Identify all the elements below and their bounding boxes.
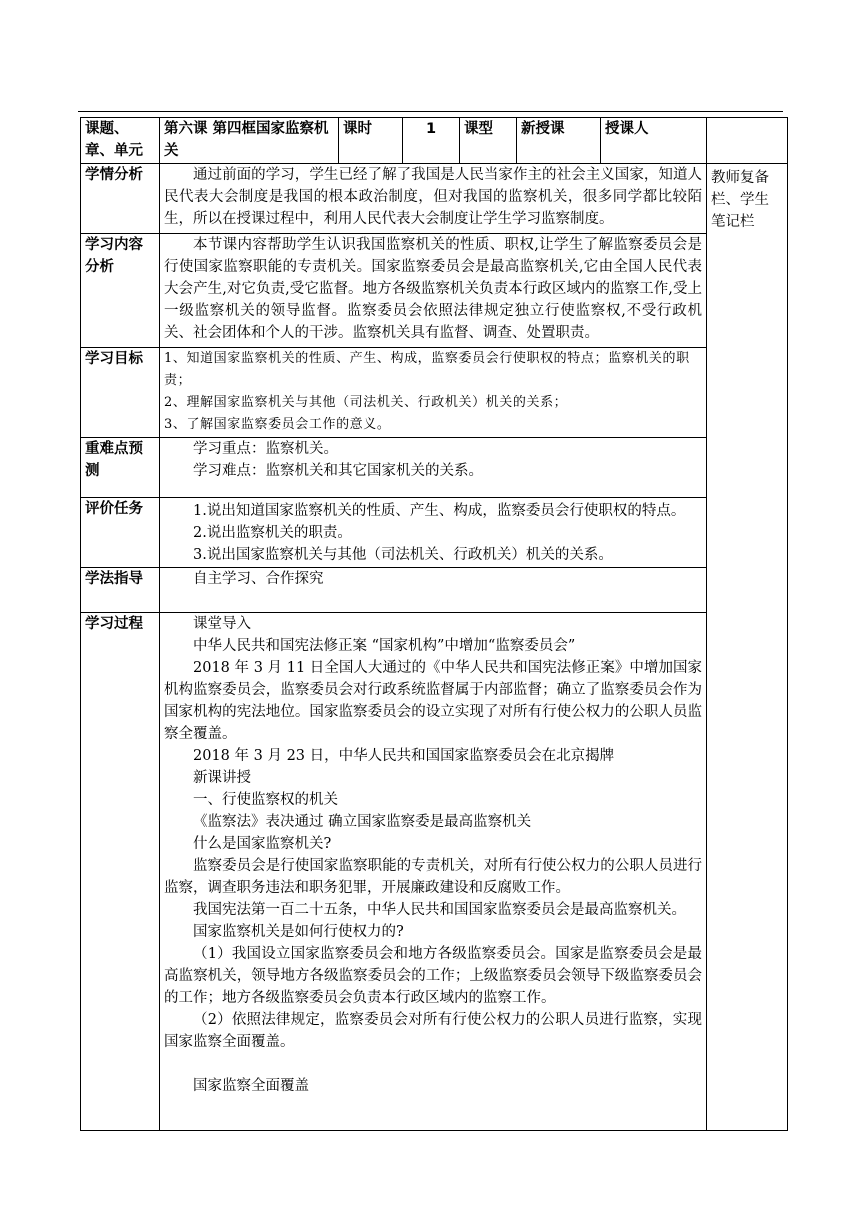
evaluation-label: 评价任务 [81, 498, 160, 568]
evaluation-item: 3.说出国家监察机关与其他（司法机关、行政机关）机关的关系。 [193, 546, 613, 563]
process-row [81, 613, 788, 1131]
hours-label: 课时 [339, 118, 403, 164]
process-paragraph: 监察委员会是行使国家监察职能的专责机关，对所有行使公权力的公职人员进行监察，调查职务违法和职务犯罪，开展廉政建设和反腐败工作。 [164, 858, 702, 896]
objectives-label: 学习目标 [81, 348, 160, 438]
type-value: 新授课 [517, 118, 601, 164]
process-paragraph: 一、行使监察权的机关 [193, 792, 338, 808]
process-paragraph: 《监察法》表决通过 确立国家监察委是最高监察机关 [193, 814, 532, 830]
teacher-value [707, 118, 788, 164]
topic-value: 第六课 第四框国家监察机关 [160, 118, 339, 164]
situation-paragraph: 通过前面的学习，学生已经了解了我国是人民当家作主的社会主义国家，知道人民代表大会制度是我国的根本政治制度，但对我国的监察机关，很多同学都比较陌生，所以在授课过程中，利用人民代表大会制度让学生学习监察制度。 [164, 167, 702, 227]
content-paragraph: 本节课内容帮助学生认识我国监察机关的性质、职权,让学生了解监察委员会是行使国家监察职能的专责机关。国家监察委员会是最高监察机关,它由全国人民代表大会产生,对它负责,受它监督。地方各级监察机关负责本行政区域内的监察工作,受上一级监察机关的领导监督。监察委员会依照法律规定独立行使监察权,不受行政机关、社会团体和个人的干涉。监察机关具有监督、调查、处置职责。 [164, 237, 702, 341]
evaluation-item: 2.说出监察机关的职责。 [193, 524, 352, 541]
topic-label: 课题、章、单元 [81, 118, 160, 164]
process-paragraph: 我国宪法第一百二十五条，中华人民共和国国家监察委员会是最高监察机关。 [193, 902, 686, 918]
blank-line [164, 1053, 702, 1075]
header-rule [78, 111, 783, 112]
type-label: 课型 [460, 118, 517, 164]
objective-item: 3、了解国家监察委员会工作的意义。 [164, 417, 391, 432]
process-paragraph: 中华人民共和国宪法修正案 “国家机构”中增加“监察委员会” [193, 638, 576, 654]
content-row [81, 234, 788, 348]
process-paragraph: 什么是国家监察机关? [193, 836, 332, 852]
process-paragraph: （1）我国设立国家监察委员会和地方各级监察委员会。国家是监察委员会是最高监察机关，领导地方各级监察委员会的工作；上级监察委员会领导下级监察委员会的工作；地方各级监察委员会负责本行政区域内的监察工作。 [164, 946, 702, 1006]
objective-item: 2、理解国家监察机关与其他（司法机关、行政机关）机关的关系； [164, 395, 568, 410]
header-row [81, 118, 788, 164]
process-paragraph: （2）依照法律规定，监察委员会对所有行使公权力的公职人员进行监察，实现国家监察全面覆盖。 [164, 1012, 702, 1050]
content-text [160, 234, 707, 348]
objectives-text [160, 348, 707, 438]
method-text [160, 568, 707, 613]
lesson-plan-table [80, 117, 788, 1131]
process-text [160, 613, 707, 1131]
process-paragraph: 2018 年 3 月 23 日，中华人民共和国国家监察委员会在北京揭牌 [193, 748, 615, 764]
side-note: 教师复备栏、学生笔记栏 [707, 164, 788, 1131]
situation-text [160, 164, 707, 234]
teacher-label: 授课人 [601, 118, 707, 164]
method-row [81, 568, 788, 613]
hours-value: 1 [403, 118, 460, 164]
evaluation-text [160, 498, 707, 568]
difficulty-text [160, 438, 707, 498]
method-paragraph: 自主学习、合作探究 [193, 571, 324, 587]
process-paragraph: 2018 年 3 月 11 日全国人大通过的《中华人民共和国宪法修正案》中增加国家机构监察委员会，监察委员会对行政系统监督属于内部监督；确立了监察委员会作为国家机构的宪法地位。国家监察委员会的设立实现了对所有行使公权力的公职人员监察全覆盖。 [164, 660, 702, 742]
difficulty-label: 重难点预测 [81, 438, 160, 498]
process-paragraph: 国家监察机关是如何行使权力的? [193, 924, 404, 940]
process-label: 学习过程 [81, 613, 160, 1131]
difficulty-row [81, 438, 788, 498]
method-label: 学法指导 [81, 568, 160, 613]
situation-row [81, 164, 788, 234]
hard-point: 学习难点：监察机关和其它国家机关的关系。 [193, 463, 483, 479]
process-paragraph: 新课讲授 [193, 770, 251, 786]
process-paragraph: 课堂导入 [193, 616, 251, 632]
process-paragraph: 国家监察全面覆盖 [193, 1078, 309, 1094]
objective-item: 1、知道国家监察机关的性质、产生、构成，监察委员会行使职权的特点；监察机关的职责； [164, 351, 690, 388]
objectives-row [81, 348, 788, 438]
content-label: 学习内容分析 [81, 234, 160, 348]
evaluation-row [81, 498, 788, 568]
evaluation-item: 1.说出知道国家监察机关的性质、产生、构成，监察委员会行使职权的特点。 [193, 502, 686, 519]
key-point: 学习重点：监察机关。 [193, 441, 338, 457]
situation-label: 学情分析 [81, 164, 160, 234]
